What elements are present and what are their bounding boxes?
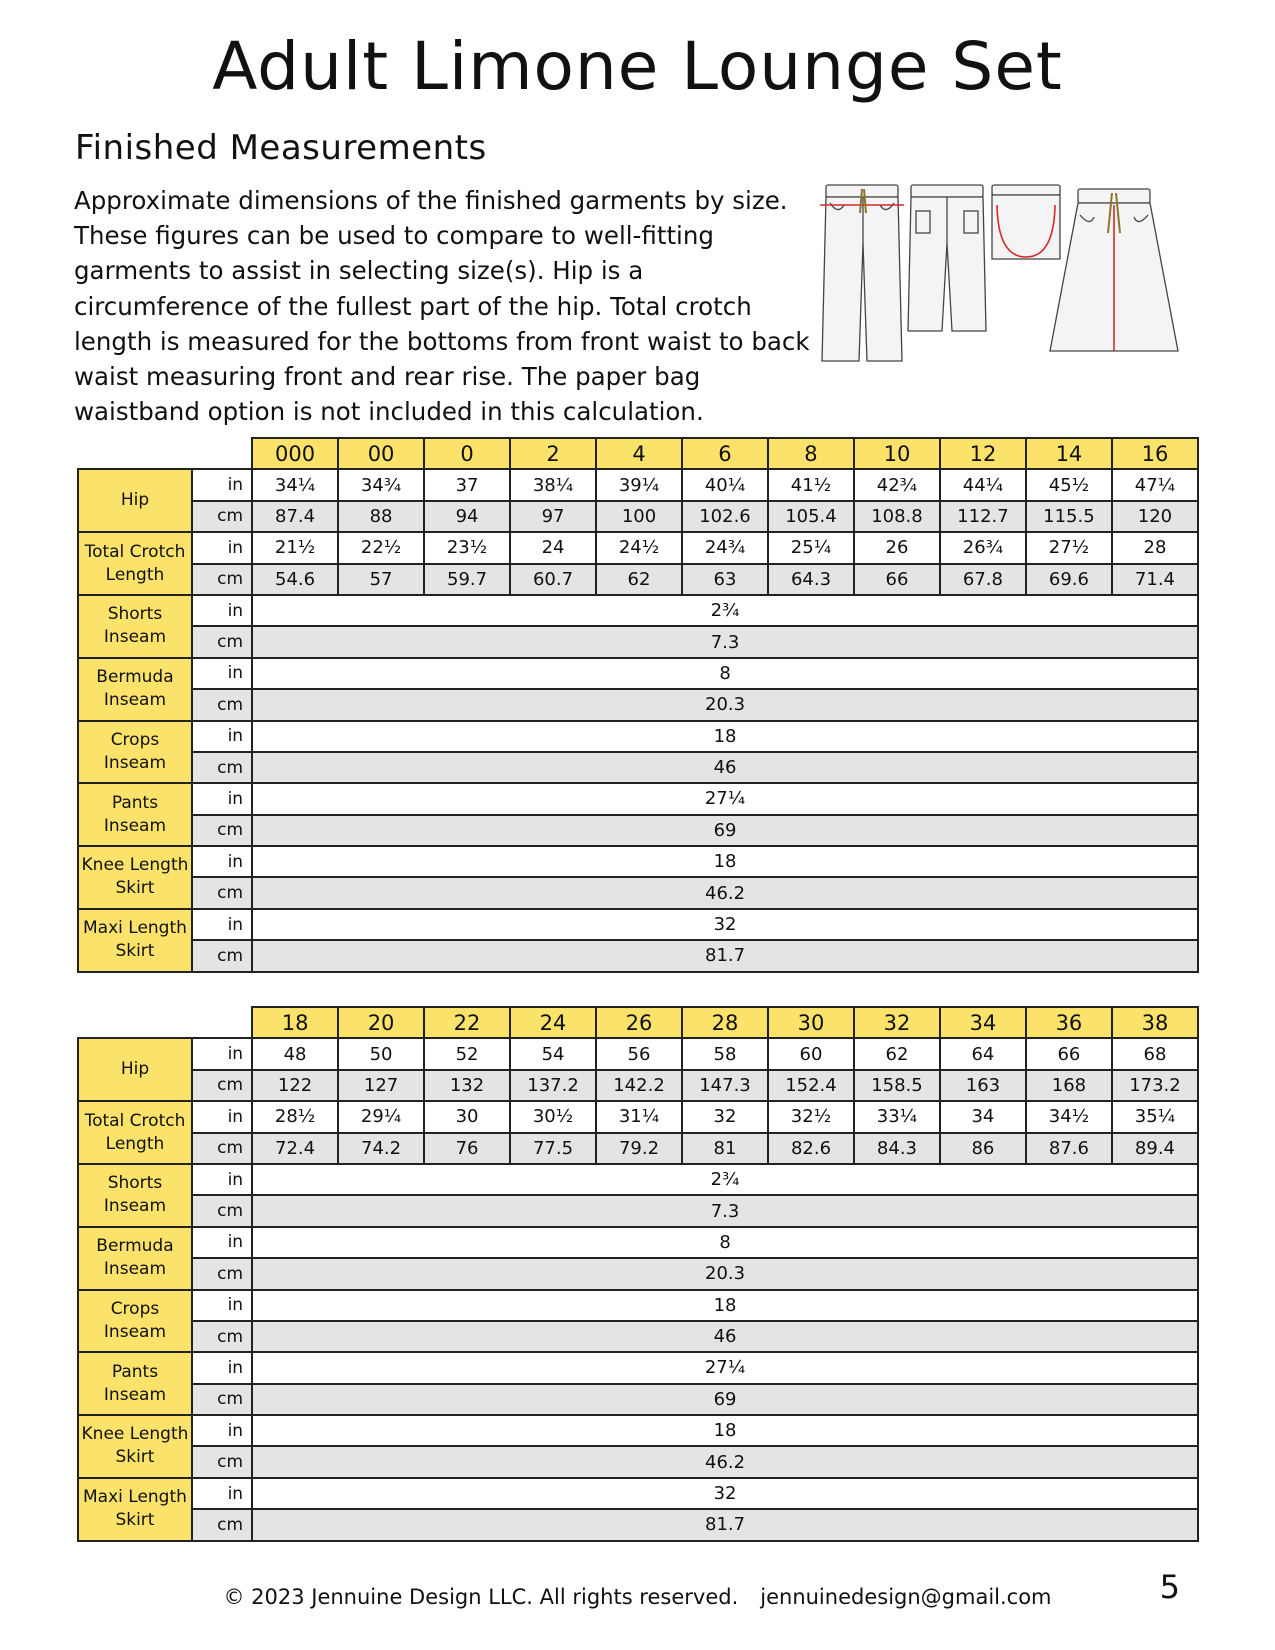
measurement-value: 41½ <box>768 469 854 500</box>
measurement-value: 8 <box>252 658 1198 689</box>
measurement-value: 32½ <box>768 1101 854 1132</box>
measurement-label: Pants Inseam <box>78 1352 192 1415</box>
unit-label: cm <box>192 877 252 908</box>
size-header: 12 <box>940 438 1026 469</box>
unit-label: in <box>192 1478 252 1509</box>
measurement-value: 63 <box>682 564 768 595</box>
measurement-value: 100 <box>596 501 682 532</box>
header-spacer <box>78 1007 252 1038</box>
measurement-label: Bermuda Inseam <box>78 1227 192 1290</box>
footer <box>0 1585 1275 1609</box>
measurement-value: 87.6 <box>1026 1133 1112 1164</box>
measurement-value: 7.3 <box>252 626 1198 657</box>
measurement-value: 46 <box>252 1321 1198 1352</box>
measurement-value: 66 <box>854 564 940 595</box>
size-header: 22 <box>424 1007 510 1038</box>
measurement-value: 120 <box>1112 501 1198 532</box>
size-header: 6 <box>682 438 768 469</box>
measurement-value: 66 <box>1026 1038 1112 1069</box>
measurement-row <box>78 501 1198 532</box>
measurement-value: 64.3 <box>768 564 854 595</box>
measurement-value: 42¾ <box>854 469 940 500</box>
measurement-row <box>78 1509 1198 1540</box>
measurement-value: 127 <box>338 1070 424 1101</box>
measurement-value: 32 <box>252 1478 1198 1509</box>
unit-label: cm <box>192 626 252 657</box>
measurement-value: 45½ <box>1026 469 1112 500</box>
measurement-value: 58 <box>682 1038 768 1069</box>
measurement-label: Bermuda Inseam <box>78 658 192 721</box>
measurement-row <box>78 1227 1198 1258</box>
size-header: 0 <box>424 438 510 469</box>
measurement-value: 57 <box>338 564 424 595</box>
measurement-value: 69.6 <box>1026 564 1112 595</box>
size-header: 8 <box>768 438 854 469</box>
measurement-value: 27¼ <box>252 1352 1198 1383</box>
measurement-value: 39¼ <box>596 469 682 500</box>
measurement-value: 25¼ <box>768 532 854 563</box>
measurement-value: 18 <box>252 846 1198 877</box>
unit-label: in <box>192 658 252 689</box>
copyright: © 2023 Jennuine Design LLC. All rights reserved. <box>223 1585 739 1609</box>
measurement-row <box>78 909 1198 940</box>
size-header: 20 <box>338 1007 424 1038</box>
measurement-value: 27¼ <box>252 783 1198 814</box>
measurement-value: 84.3 <box>854 1133 940 1164</box>
measurement-row <box>78 815 1198 846</box>
measurement-row <box>78 721 1198 752</box>
measurement-value: 88 <box>338 501 424 532</box>
measurement-value: 46.2 <box>252 877 1198 908</box>
garment-illustration <box>818 183 1198 368</box>
size-header: 2 <box>510 438 596 469</box>
measurement-label: Hip <box>78 1038 192 1101</box>
measurement-value: 64 <box>940 1038 1026 1069</box>
measurement-value: 112.7 <box>940 501 1026 532</box>
measurement-value: 62 <box>596 564 682 595</box>
measurement-value: 158.5 <box>854 1070 940 1101</box>
measurement-row <box>78 658 1198 689</box>
measurement-value: 24 <box>510 532 596 563</box>
unit-label: cm <box>192 1195 252 1226</box>
unit-label: in <box>192 1290 252 1321</box>
measurement-value: 22½ <box>338 532 424 563</box>
unit-label: cm <box>192 1070 252 1101</box>
size-header: 30 <box>768 1007 854 1038</box>
size-header: 34 <box>940 1007 1026 1038</box>
measurement-value: 72.4 <box>252 1133 338 1164</box>
measurement-value: 132 <box>424 1070 510 1101</box>
measurement-row <box>78 595 1198 626</box>
measurement-value: 108.8 <box>854 501 940 532</box>
cropped-pants-illustration <box>908 185 986 331</box>
measurement-value: 18 <box>252 721 1198 752</box>
measurement-value: 7.3 <box>252 1195 1198 1226</box>
measurement-value: 69 <box>252 815 1198 846</box>
section-heading: Finished Measurements <box>75 128 487 168</box>
measurement-value: 137.2 <box>510 1070 596 1101</box>
measurement-value: 76 <box>424 1133 510 1164</box>
measurement-label: Knee Length Skirt <box>78 846 192 909</box>
measurement-value: 81.7 <box>252 940 1198 971</box>
unit-label: cm <box>192 564 252 595</box>
measurement-value: 52 <box>424 1038 510 1069</box>
measurement-value: 2¾ <box>252 1164 1198 1195</box>
measurement-value: 20.3 <box>252 689 1198 720</box>
measurement-row <box>78 1415 1198 1446</box>
unit-label: in <box>192 1101 252 1132</box>
measurement-value: 74.2 <box>338 1133 424 1164</box>
measurement-label: Knee Length Skirt <box>78 1415 192 1478</box>
measurement-value: 69 <box>252 1384 1198 1415</box>
unit-label: cm <box>192 940 252 971</box>
measurement-value: 56 <box>596 1038 682 1069</box>
measurement-row <box>78 564 1198 595</box>
measurement-value: 46 <box>252 752 1198 783</box>
long-pants-illustration <box>822 185 902 361</box>
measurement-row <box>78 1038 1198 1069</box>
measurement-value: 38¼ <box>510 469 596 500</box>
measurement-value: 54 <box>510 1038 596 1069</box>
measurement-row <box>78 1478 1198 1509</box>
measurement-value: 102.6 <box>682 501 768 532</box>
measurement-value: 86 <box>940 1133 1026 1164</box>
measurement-label: Total Crotch Length <box>78 1101 192 1164</box>
unit-label: in <box>192 909 252 940</box>
size-chart-small <box>77 437 1199 973</box>
measurement-label: Crops Inseam <box>78 721 192 784</box>
measurement-value: 18 <box>252 1415 1198 1446</box>
measurement-row <box>78 1446 1198 1477</box>
measurement-value: 32 <box>252 909 1198 940</box>
measurement-row <box>78 877 1198 908</box>
size-header: 38 <box>1112 1007 1198 1038</box>
measurement-row <box>78 469 1198 500</box>
unit-label: cm <box>192 752 252 783</box>
measurement-value: 152.4 <box>768 1070 854 1101</box>
measurement-value: 46.2 <box>252 1446 1198 1477</box>
measurement-value: 94 <box>424 501 510 532</box>
measurement-row <box>78 1070 1198 1101</box>
unit-label: cm <box>192 501 252 532</box>
unit-label: cm <box>192 1321 252 1352</box>
measurement-row <box>78 1321 1198 1352</box>
size-header: 24 <box>510 1007 596 1038</box>
measurement-value: 50 <box>338 1038 424 1069</box>
unit-label: in <box>192 1415 252 1446</box>
size-header: 00 <box>338 438 424 469</box>
size-header: 26 <box>596 1007 682 1038</box>
measurement-value: 40¼ <box>682 469 768 500</box>
measurement-row <box>78 1101 1198 1132</box>
measurement-label: Hip <box>78 469 192 532</box>
measurement-value: 81.7 <box>252 1509 1198 1540</box>
measurement-row <box>78 626 1198 657</box>
measurement-value: 122 <box>252 1070 338 1101</box>
measurement-row <box>78 1195 1198 1226</box>
measurement-value: 18 <box>252 1290 1198 1321</box>
measurement-label: Maxi Length Skirt <box>78 1478 192 1541</box>
measurement-value: 89.4 <box>1112 1133 1198 1164</box>
measurement-label: Crops Inseam <box>78 1290 192 1353</box>
measurement-value: 21½ <box>252 532 338 563</box>
measurement-value: 37 <box>424 469 510 500</box>
unit-label: in <box>192 721 252 752</box>
measurement-label: Shorts Inseam <box>78 595 192 658</box>
measurement-value: 60.7 <box>510 564 596 595</box>
measurement-value: 54.6 <box>252 564 338 595</box>
measurement-row <box>78 1290 1198 1321</box>
measurement-value: 168 <box>1026 1070 1112 1101</box>
page-number: 5 <box>1159 1568 1180 1606</box>
measurement-value: 26¾ <box>940 532 1026 563</box>
measurement-value: 32 <box>682 1101 768 1132</box>
measurement-value: 31¼ <box>596 1101 682 1132</box>
measurement-value: 34 <box>940 1101 1026 1132</box>
measurement-label: Maxi Length Skirt <box>78 909 192 972</box>
measurement-row <box>78 1258 1198 1289</box>
size-chart-large <box>77 1006 1199 1542</box>
measurement-value: 44¼ <box>940 469 1026 500</box>
unit-label: in <box>192 846 252 877</box>
unit-label: cm <box>192 1133 252 1164</box>
header-spacer <box>78 438 252 469</box>
measurement-label: Total Crotch Length <box>78 532 192 595</box>
measurement-value: 115.5 <box>1026 501 1112 532</box>
measurement-value: 48 <box>252 1038 338 1069</box>
measurement-value: 67.8 <box>940 564 1026 595</box>
unit-label: in <box>192 469 252 500</box>
measurement-value: 62 <box>854 1038 940 1069</box>
measurement-value: 173.2 <box>1112 1070 1198 1101</box>
measurement-value: 30 <box>424 1101 510 1132</box>
measurement-value: 26 <box>854 532 940 563</box>
measurement-row <box>78 532 1198 563</box>
measurement-row <box>78 1133 1198 1164</box>
contact-email[interactable]: jennuinedesign@gmail.com <box>760 1585 1052 1609</box>
size-header: 14 <box>1026 438 1112 469</box>
measurement-row <box>78 940 1198 971</box>
measurement-value: 29¼ <box>338 1101 424 1132</box>
unit-label: in <box>192 783 252 814</box>
measurement-row <box>78 1352 1198 1383</box>
unit-label: in <box>192 595 252 626</box>
measurement-value: 34¾ <box>338 469 424 500</box>
unit-label: in <box>192 1164 252 1195</box>
measurement-value: 105.4 <box>768 501 854 532</box>
unit-label: cm <box>192 1509 252 1540</box>
measurement-row <box>78 783 1198 814</box>
unit-label: in <box>192 1352 252 1383</box>
unit-label: in <box>192 1038 252 1069</box>
measurement-value: 142.2 <box>596 1070 682 1101</box>
unit-label: cm <box>192 689 252 720</box>
measurement-row <box>78 1164 1198 1195</box>
size-header: 10 <box>854 438 940 469</box>
measurement-value: 20.3 <box>252 1258 1198 1289</box>
measurement-value: 30½ <box>510 1101 596 1132</box>
measurement-value: 28½ <box>252 1101 338 1132</box>
size-header: 32 <box>854 1007 940 1038</box>
measurement-value: 8 <box>252 1227 1198 1258</box>
shorts-illustration <box>992 185 1060 259</box>
measurement-value: 81 <box>682 1133 768 1164</box>
measurement-value: 97 <box>510 501 596 532</box>
measurement-value: 27½ <box>1026 532 1112 563</box>
measurement-row <box>78 1384 1198 1415</box>
unit-label: cm <box>192 815 252 846</box>
measurement-value: 60 <box>768 1038 854 1069</box>
measurement-value: 68 <box>1112 1038 1198 1069</box>
measurement-value: 34¼ <box>252 469 338 500</box>
measurement-value: 34½ <box>1026 1101 1112 1132</box>
measurement-value: 24¾ <box>682 532 768 563</box>
measurement-row <box>78 846 1198 877</box>
size-header: 000 <box>252 438 338 469</box>
measurement-value: 82.6 <box>768 1133 854 1164</box>
unit-label: cm <box>192 1446 252 1477</box>
size-header: 18 <box>252 1007 338 1038</box>
measurement-value: 2¾ <box>252 595 1198 626</box>
unit-label: in <box>192 1227 252 1258</box>
size-header: 28 <box>682 1007 768 1038</box>
measurement-value: 35¼ <box>1112 1101 1198 1132</box>
unit-label: cm <box>192 1384 252 1415</box>
measurement-value: 23½ <box>424 532 510 563</box>
measurement-value: 147.3 <box>682 1070 768 1101</box>
measurement-value: 47¼ <box>1112 469 1198 500</box>
measurement-value: 79.2 <box>596 1133 682 1164</box>
unit-label: cm <box>192 1258 252 1289</box>
intro-paragraph: Approximate dimensions of the finished garments by size. These figures can be used to compare to well-fitting garments to assist in selecting size(s). Hip is a circumference of the fullest part of the hip. Total crotch length is measured for the bottoms from front waist to back waist measuring front and rear rise. The paper bag waistband option is not included in this calculation. <box>74 186 810 427</box>
size-header: 36 <box>1026 1007 1112 1038</box>
measurement-row <box>78 752 1198 783</box>
size-header: 16 <box>1112 438 1198 469</box>
measurement-value: 87.4 <box>252 501 338 532</box>
measurement-label: Shorts Inseam <box>78 1164 192 1227</box>
measurement-value: 71.4 <box>1112 564 1198 595</box>
measurement-value: 33¼ <box>854 1101 940 1132</box>
unit-label: in <box>192 532 252 563</box>
measurement-value: 59.7 <box>424 564 510 595</box>
measurement-label: Pants Inseam <box>78 783 192 846</box>
measurement-value: 24½ <box>596 532 682 563</box>
measurement-value: 163 <box>940 1070 1026 1101</box>
measurement-value: 77.5 <box>510 1133 596 1164</box>
page-title: Adult Limone Lounge Set <box>212 28 1063 105</box>
measurement-row <box>78 689 1198 720</box>
measurement-value: 28 <box>1112 532 1198 563</box>
size-header: 4 <box>596 438 682 469</box>
